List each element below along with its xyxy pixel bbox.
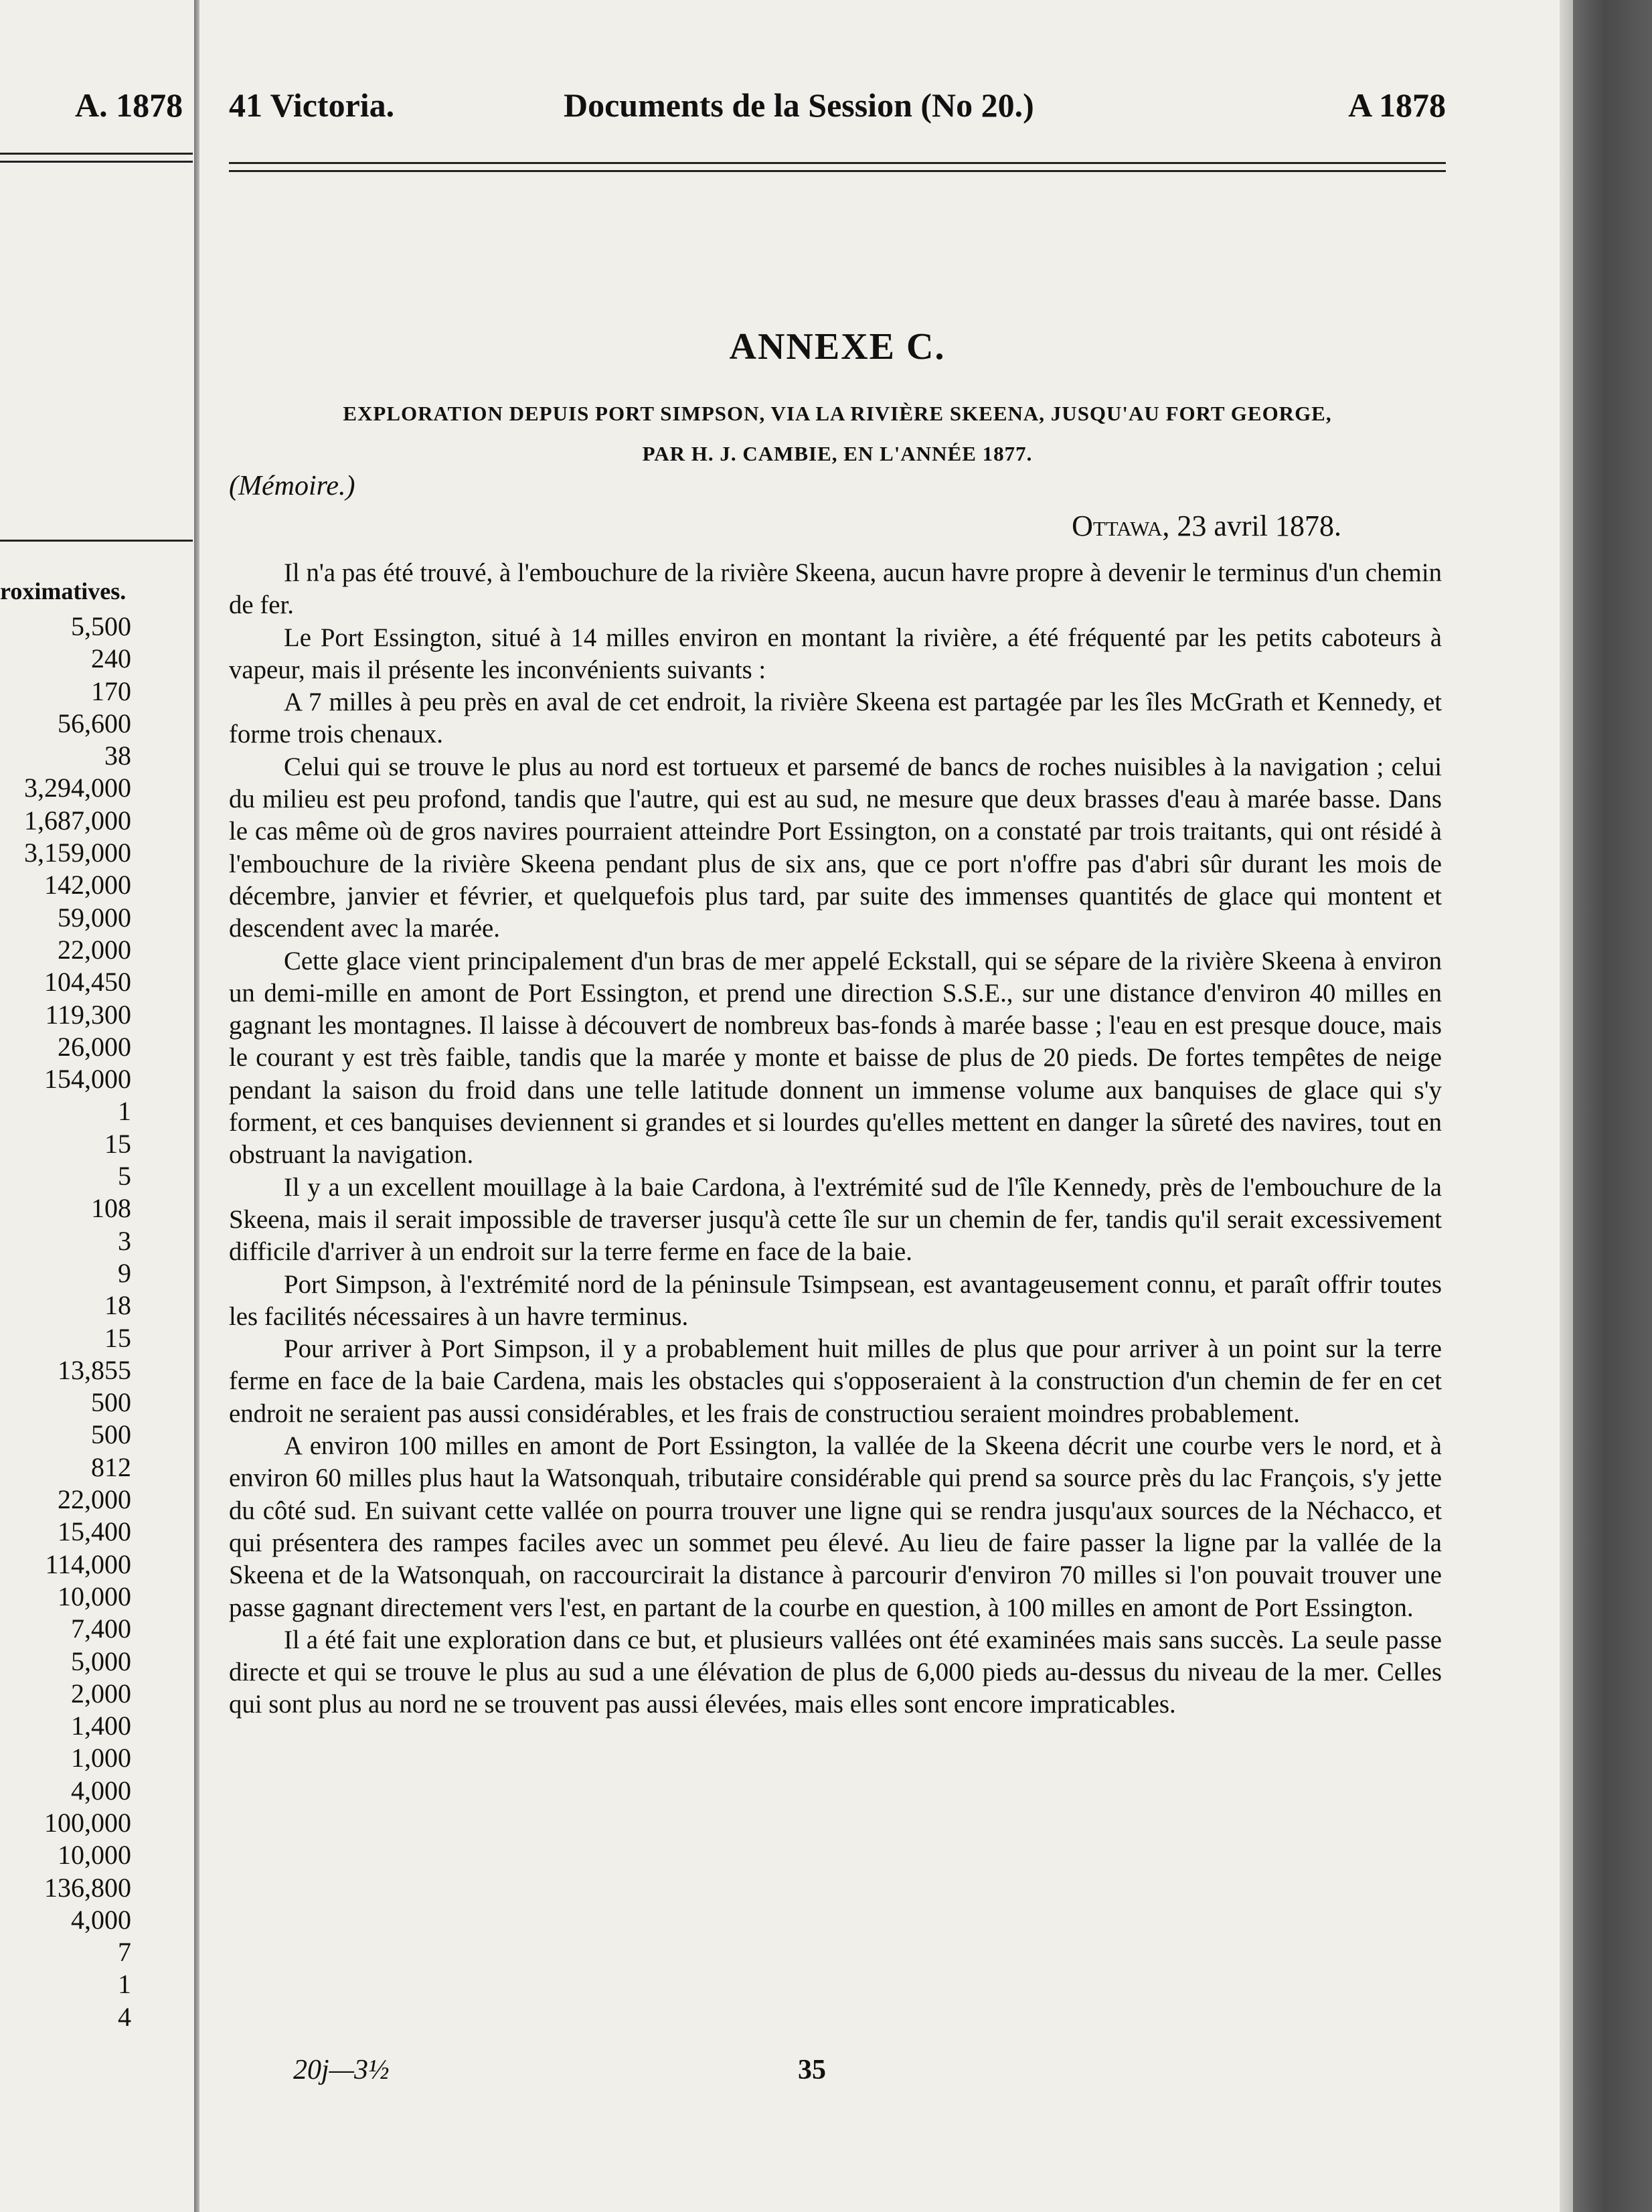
- left-number-item: 108: [91, 1193, 131, 1224]
- left-number-item: 56,600: [58, 708, 131, 738]
- left-column-heading: roximatives.: [0, 578, 127, 605]
- dateline-date: 23 avril 1878.: [1177, 509, 1341, 542]
- left-number-item: 4,000: [71, 1775, 131, 1806]
- page-footer: [229, 2054, 1446, 2091]
- left-number-item: 59,000: [58, 902, 131, 933]
- left-number-item: 22,000: [58, 1484, 131, 1515]
- left-number-item: 114,000: [45, 1549, 131, 1579]
- left-number-item: 170: [91, 676, 131, 706]
- left-number-item: 1: [118, 1969, 131, 2000]
- left-number-item: 22,000: [58, 934, 131, 965]
- left-number-item: 3,159,000: [24, 838, 131, 868]
- left-number-item: 1,000: [71, 1743, 131, 1773]
- left-number-item: 1,687,000: [24, 805, 131, 836]
- left-number-item: 18: [104, 1290, 131, 1321]
- left-number-item: 142,000: [44, 870, 131, 900]
- left-number-item: 15: [104, 1128, 131, 1159]
- left-page-fragment: [0, 0, 194, 2212]
- left-column-rule: [0, 540, 193, 542]
- left-number-item: 1,400: [71, 1711, 131, 1741]
- paragraph: Port Simpson, à l'extrémité nord de la péninsule Tsimpsean, est avantageusement connu, et paraît offrir toutes les facilités nécessaires à un havre terminus.: [229, 1269, 1442, 1331]
- paragraph: Il y a un excellent mouillage à la baie Cardona, à l'extrémité sud de l'île Kennedy, près de l'embouchure de la Skeena, mais il serait impossible de traverser jusqu'à cette île sur un chemin de fer, tandis qu'il serait excessivement difficile d'arriver à un endroit sur la terre ferme en face de la baie.: [229, 1172, 1442, 1267]
- left-number-item: 104,450: [44, 967, 131, 998]
- left-number-item: 5: [118, 1161, 131, 1192]
- left-number-item: 3: [118, 1225, 131, 1256]
- paragraph: Le Port Essington, situé à 14 milles environ en montant la rivière, a été fréquenté par les petits caboteurs à vapeur, mais il présente les inconvénients suivants :: [229, 623, 1442, 684]
- header-year: A 1878: [1348, 86, 1446, 124]
- annex-subtitle-line2: PAR H. J. CAMBIE, EN L'ANNÉE 1877.: [642, 442, 1033, 465]
- left-number-item: 1: [118, 1096, 131, 1127]
- left-number-item: 154,000: [44, 1064, 131, 1095]
- left-number-column: [24, 611, 131, 2033]
- left-header-rule-2: [0, 161, 193, 163]
- dateline: [1072, 509, 1341, 543]
- left-number-item: 38: [104, 740, 131, 771]
- signature-mark: 20j—3½: [293, 2055, 390, 2085]
- left-number-item: 240: [91, 643, 131, 674]
- left-number-item: 5,500: [71, 611, 131, 641]
- left-number-item: 7: [118, 1937, 131, 1968]
- left-number-item: 15: [104, 1322, 131, 1353]
- left-number-item: 500: [91, 1419, 131, 1450]
- dateline-city: Ottawa,: [1072, 509, 1170, 542]
- header-session: 41 Victoria.: [229, 86, 395, 124]
- left-number-item: 13,855: [58, 1354, 131, 1385]
- left-number-item: 812: [91, 1451, 131, 1482]
- left-number-item: 7,400: [71, 1613, 131, 1644]
- running-header: [229, 86, 1446, 133]
- left-number-item: 10,000: [58, 1581, 131, 1611]
- book-binding-edge: [1573, 0, 1652, 2212]
- left-number-item: 500: [91, 1387, 131, 1418]
- paragraph: A environ 100 milles en amont de Port Essington, la vallée de la Skeena décrit une courbe vers le nord, et à environ 60 milles plus haut la Watsonquah, tributaire considérable qui prend sa source près du lac François, s'y jette du côté sud. En suivant cette vallée on pourra trouver une ligne qui se rendra jusqu'aux sources de la Néchacco, et qui présentera des rampes faciles avec un sommet peu élevé. Au lieu de faire passer la ligne par la vallée de la Skeena et de la Watsonquah, on raccourcirait la distance à parcourir d'environ 70 milles si l'on pouvait trouver une passe gagnant directement vers l'est, en partant de la courbe en question, à 100 milles en amont de Port Essington.: [229, 1431, 1442, 1622]
- left-number-item: 26,000: [58, 1031, 131, 1062]
- paragraph: Pour arriver à Port Simpson, il y a probablement huit milles de plus que pour arriver à un point sur la terre ferme en face de la baie Cardena, mais les obstacles qui s'opposeraient à la construction d'un chemin de fer en cet endroit ne seraient pas aussi considérables, et les frais de constructiou seraient moindres probablement.: [229, 1334, 1442, 1428]
- memo-label: (Mémoire.): [229, 471, 355, 501]
- header-rule-2: [229, 170, 1446, 172]
- left-number-item: 15,400: [58, 1516, 131, 1547]
- page-gutter: [194, 0, 199, 2212]
- left-number-item: 2,000: [71, 1678, 131, 1709]
- paragraph: Celui qui se trouve le plus au nord est tortueux et parsemé de bancs de roches nuisibles à la navigation ; celui du milieu est peu profond, tandis que l'autre, qui est au sud, ne mesure que deux brasses d'eau à marée basse. Dans le cas même où de gros navires pourraient atteindre Port Essington, on a constaté par trois traitants, qui ont résidé à l'embouchure de la rivière Skeena pendant plus de six ans, que ce port n'offre pas d'abri sûr durant les mois de décembre, janvier et février, et quelquefois plus tard, par suite des immenses quantités de glace qui montent et descendent avec la marée.: [229, 752, 1442, 943]
- left-number-item: 5,000: [71, 1646, 131, 1676]
- left-number-item: 4,000: [71, 1904, 131, 1935]
- paragraph: A 7 milles à peu près en aval de cet endroit, la rivière Skeena est partagée par les îles McGrath et Kennedy, et forme trois chenaux.: [229, 688, 1442, 749]
- header-rule: [229, 162, 1446, 164]
- paragraph: Cette glace vient principalement d'un bras de mer appelé Eckstall, qui se sépare de la rivière Skeena à environ un demi-mille en amont de Port Essington, et prend une direction S.S.E., sur une distance d'environ 40 milles en gagnant les montagnes. Il laisse à découvert de nombreux bas-fonds à marée basse ; l'eau en est presque douce, mais le courant y est très faible, tandis que la marée y monte et baisse de plus de 20 pieds. De fortes tempêtes de neige pendant la saison du froid dans une telle latitude donnent un immense volume aux banquises de glace qui s'y forment, et ces banquises deviennent si grandes et si lourdes qu'elles mettent en danger la sûreté des navires, tout en obstruant la navigation.: [229, 946, 1442, 1170]
- paragraph: Il n'a pas été trouvé, à l'embouchure de la rivière Skeena, aucun havre propre à devenir le terminus d'un chemin de fer.: [229, 558, 1442, 620]
- left-running-head: A. 1878: [75, 86, 183, 124]
- left-number-item: 10,000: [58, 1840, 131, 1871]
- header-documents: Documents de la Session (No 20.): [564, 86, 1034, 124]
- document-body: [229, 557, 1442, 1721]
- page-edge: [1560, 0, 1573, 2212]
- page-number: 35: [798, 2055, 826, 2085]
- left-number-item: 136,800: [44, 1872, 131, 1903]
- paragraph: Il a été fait une exploration dans ce but, et plusieurs vallées ont été examinées mais sans succès. La seule passe directe et qui se trouve le plus au sud a une élévation de plus de 6,000 pieds au-dessus du niveau de la mer. Celles qui sont plus au nord ne se trouvent pas aussi élevées, mais elles sont encore impraticables.: [229, 1625, 1442, 1719]
- left-number-item: 119,300: [45, 999, 131, 1030]
- left-number-item: 9: [118, 1257, 131, 1288]
- left-header-rule: [0, 153, 193, 155]
- annex-title: ANNEXE C.: [729, 326, 946, 368]
- left-number-item: 3,294,000: [24, 773, 131, 803]
- left-number-item: 100,000: [44, 1807, 131, 1838]
- left-number-item: 4: [118, 2001, 131, 2032]
- annex-subtitle-line1: EXPLORATION DEPUIS PORT SIMPSON, VIA LA RIVIÈRE SKEENA, JUSQU'AU FORT GEORGE,: [343, 402, 1332, 425]
